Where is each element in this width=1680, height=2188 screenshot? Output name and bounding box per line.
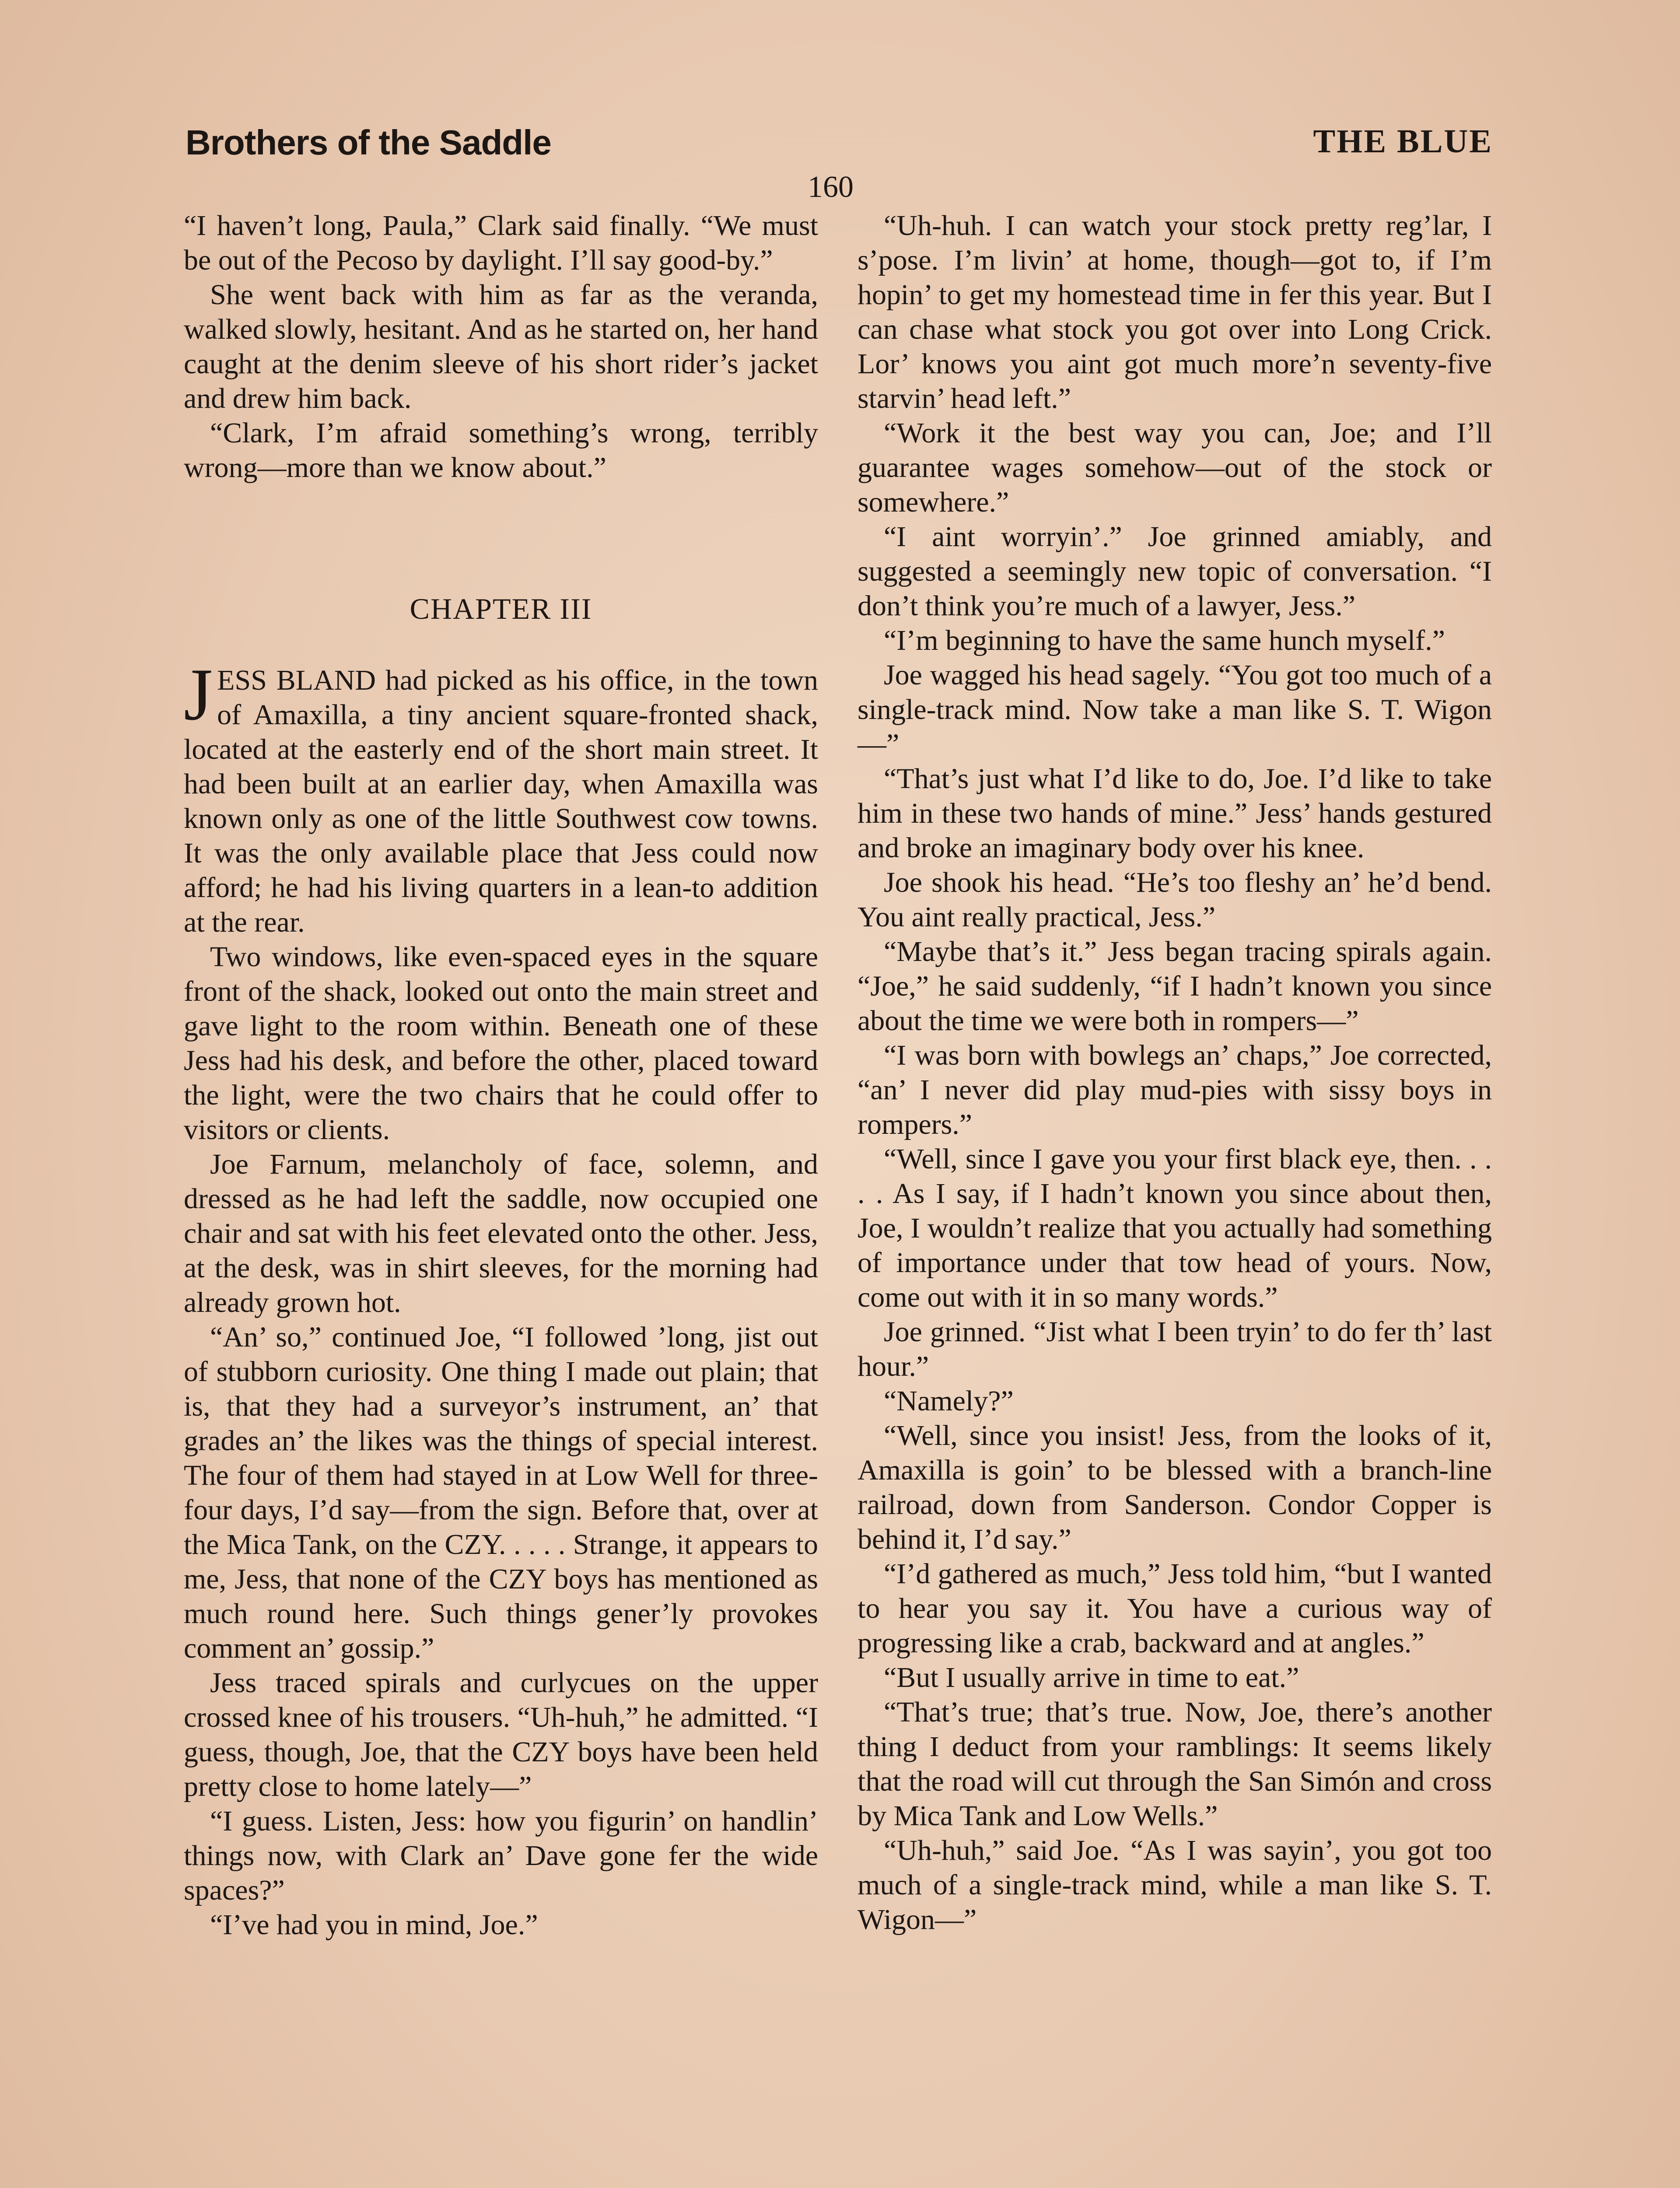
paragraph: “I guess. Listen, Jess: how you figurin’ on handlin’ things now, with Clark an’ Dave gone fer the wide spaces?”	[184, 1805, 818, 1906]
paragraph: Joe grinned. “Jist what I been tryin’ to do fer th’ last hour.”	[858, 1316, 1492, 1382]
paragraph: Joe shook his head. “He’s too fleshy an’ he’d bend. You aint really practical, Jess.”	[858, 866, 1492, 933]
left-column	[184, 208, 818, 1942]
paragraph: “Uh-huh. I can watch your stock pretty reg’lar, I s’pose. I’m livin’ at home, though—got to, if I’m hopin’ to get my homestead time in fer this year. But I can chase what stock you got over into Long Crick. Lor’ knows you aint got much more’n seventy-five starvin’ head left.”	[858, 210, 1492, 414]
paragraph: “An’ so,” continued Joe, “I followed ’long, jist out of stubborn curiosity. One thing I made out plain; that is, that they had a surveyor’s instrument, an’ that grades an’ the likes was the things of special interest. The four of them had stayed in at Low Well for three-four days, I’d say—from the sign. Before that, over at the Mica Tank, on the CZY. . . . . Strange, it appears to me, Jess, that none of the CZY boys has mentioned as much round here. Such things gener’ly provokes comment an’ gossip.”	[184, 1321, 818, 1664]
paragraph: “That’s just what I’d like to do, Joe. I’d like to take him in these two hands of mine.” Jess’ hands gestured and broke an imaginary body over his knee.	[858, 763, 1492, 864]
paragraph: “I’ve had you in mind, Joe.”	[210, 1909, 538, 1941]
right-column	[858, 208, 1492, 1937]
paragraph: “I aint worryin’.” Joe grinned amiably, and suggested a seemingly new topic of conversation. “I don’t think you’re much of a lawyer, Jess.”	[858, 521, 1492, 622]
paragraph: She went back with him as far as the veranda, walked slowly, hesitant. And as he started on, her hand caught at the denim sleeve of his short rider’s jacket and drew him back.	[184, 279, 818, 414]
paragraph: “That’s true; that’s true. Now, Joe, there’s another thing I deduct from your ramblings: It seems likely that the road will cut through the San Simón and cross by Mica Tank and Low Wells.”	[858, 1696, 1492, 1832]
paragraph: “Well, since you insist! Jess, from the looks of it, Amaxilla is goin’ to be blessed with a branch-line railroad, down from Sanderson. Condor Copper is behind it, I’d say.”	[858, 1420, 1492, 1555]
paragraph: “I’d gathered as much,” Jess told him, “but I wanted to hear you say it. You have a curious way of progressing like a crab, backward and at angles.”	[858, 1558, 1492, 1659]
chapter-heading: CHAPTER III	[410, 592, 592, 625]
paragraph: “I was born with bowlegs an’ chaps,” Joe corrected, “an’ I never did play mud-pies with sissy boys in rompers.”	[858, 1039, 1492, 1140]
paragraph: “Maybe that’s it.” Jess began tracing spirals again. “Joe,” he said suddenly, “if I hadn’t known you since about the time we were both in rompers—”	[858, 936, 1492, 1037]
paragraph: Jess traced spirals and curlycues on the upper crossed knee of his trousers. “Uh-huh,” he admitted. “I guess, though, Joe, that the CZY boys have been held pretty close to home lately—”	[184, 1667, 818, 1802]
magazine-name: THE BLUE	[1313, 123, 1493, 160]
paragraph: “But I usually arrive in time to eat.”	[884, 1662, 1299, 1694]
drop-cap: J	[184, 653, 213, 736]
chapter-opening-paragraph	[184, 653, 818, 940]
paragraph: “Uh-huh,” said Joe. “As I was sayin’, you got too much of a single-track mind, while a man like S. T. Wigon—”	[858, 1834, 1492, 1936]
paragraph: “Namely?”	[884, 1385, 1014, 1417]
paragraph: “Clark, I’m afraid something’s wrong, terribly wrong—more than we know about.”	[184, 417, 818, 484]
paragraph-text: ESS BLAND had picked as his office, in the town of Amaxilla, a tiny ancient square-fronted shack, located at the easterly end of the short main street. It had been built at an earlier day, when Amaxilla was known only as one of the little Southwest cow towns. It was the only available place that Jess could now afford; he had his living quarters in a lean-to addition at the rear.	[184, 664, 818, 938]
paragraph: “Well, since I gave you your first black eye, then. . . . . As I say, if I hadn’t known you since about then, Joe, I wouldn’t realize that you actually had something of importance under that tow head of yours. Now, come out with it in so many words.”	[858, 1143, 1492, 1313]
page-number: 160	[808, 170, 854, 204]
paragraph: “Work it the best way you can, Joe; and I’ll guarantee wages somehow—out of the stock or somewhere.”	[858, 417, 1492, 518]
story-title: Brothers of the Saddle	[186, 123, 551, 162]
paragraph: “I’m beginning to have the same hunch myself.”	[884, 624, 1445, 656]
paragraph: Joe wagged his head sagely. “You got too much of a single-track mind. Now take a man like S. T. Wigon—”	[858, 659, 1492, 760]
paragraph: Joe Farnum, melancholy of face, solemn, and dressed as he had left the saddle, now occupied one chair and sat with his feet elevated onto the other. Jess, at the desk, was in shirt sleeves, for the morning had already grown hot.	[184, 1148, 818, 1318]
paragraph: Two windows, like even-spaced eyes in the square front of the shack, looked out onto the main street and gave light to the room within. Beneath one of these Jess had his desk, and before the other, placed toward the light, were the two chairs that he could offer to visitors or clients.	[184, 941, 818, 1146]
paragraph: “I haven’t long, Paula,” Clark said finally. “We must be out of the Pecoso by daylight. I’ll say good-by.”	[184, 210, 818, 276]
